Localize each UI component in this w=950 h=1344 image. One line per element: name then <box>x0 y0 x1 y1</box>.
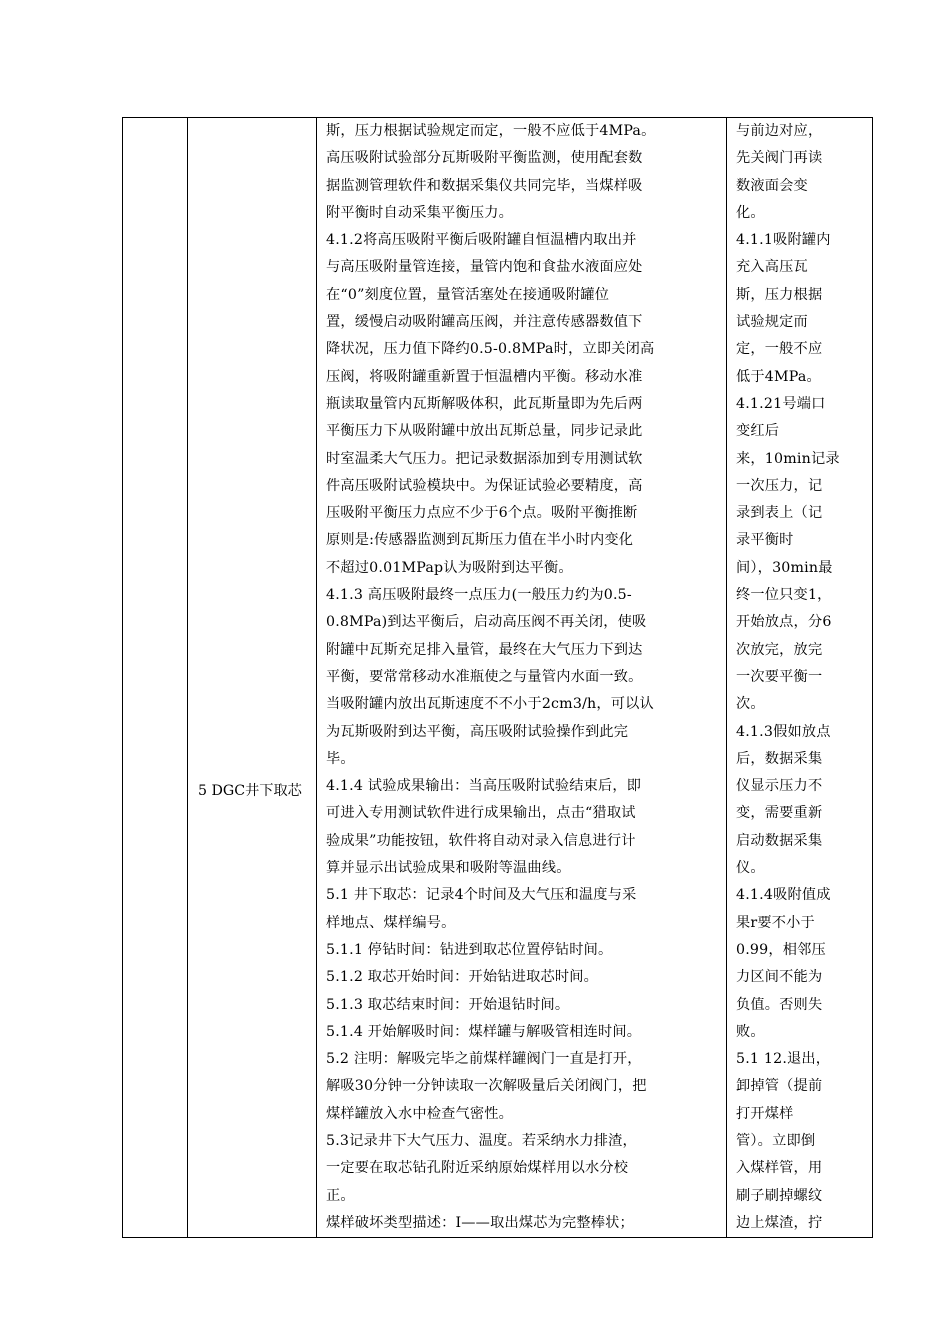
procedure-line: 斯，压力根据试验规定而定，一般不应低于4MPa。 <box>326 123 656 139</box>
note-line: 间），30min最 <box>736 559 833 576</box>
note-line: 仪。 <box>736 860 765 877</box>
procedure-line: 5.1.3 取芯结束时间：开始退钻时间。 <box>326 996 570 1013</box>
note-line: 试验规定而 <box>736 314 808 331</box>
note-line: 卸掉管（提前 <box>736 1078 823 1095</box>
note-line: 终一位只变1， <box>736 587 832 604</box>
note-line: 数液面会变 <box>736 177 808 194</box>
note-line: 启动数据采集 <box>736 832 823 849</box>
note-line: 一次要平衡一 <box>736 668 823 685</box>
note-line: 打开煤样 <box>736 1105 794 1122</box>
procedure-line: 件高压吸附试验模块中。为保证试验必要精度，高 <box>326 477 643 494</box>
note-line: 4.1.4吸附值成 <box>736 887 831 904</box>
note-line: 充入高压瓦 <box>736 259 808 276</box>
note-line: 变，需要重新 <box>736 805 823 822</box>
procedure-line: 5.3记录井下大气压力、温度。若采纳水力排渣， <box>326 1132 637 1149</box>
procedure-line: 附平衡时自动采集平衡压力。 <box>326 204 514 221</box>
note-line: 录到表上（记 <box>736 505 823 522</box>
section-cell <box>188 118 317 1238</box>
procedure-line: 正。 <box>326 1187 355 1204</box>
note-line: 仪显示压力不 <box>736 778 823 795</box>
note-line: 定，一般不应 <box>736 341 823 358</box>
note-line: 一次压力，记 <box>736 477 823 494</box>
procedure-line: 可进入专用测试软件进行成果输出，点击“猎取试 <box>326 805 636 822</box>
procedure-line: 4.1.4 试验成果输出：当高压吸附试验结束后，即 <box>326 778 642 795</box>
procedure-line: 原则是:传感器监测到瓦斯压力值在半小时内变化 <box>326 532 634 549</box>
procedure-line: 煤样破坏类型描述：Ⅰ——取出煤芯为完整棒状； <box>326 1214 634 1231</box>
notes-cell <box>727 118 873 1238</box>
note-line: 刷子刷掉螺纹 <box>736 1187 823 1204</box>
note-line: 录平衡时 <box>736 532 794 549</box>
procedure-line: 瓶读取量管内瓦斯解吸体积，此瓦斯量即为先后两 <box>326 395 643 412</box>
procedure-line: 毕。 <box>326 750 355 767</box>
note-line: 入煤样管，用 <box>736 1160 823 1177</box>
procedure-line: 算并显示出试验成果和吸附等温曲线。 <box>326 860 571 877</box>
procedure-line: 5.1.1 停钻时间：钻进到取芯位置停钻时间。 <box>326 941 613 958</box>
note-line: 斯，压力根据 <box>736 286 823 303</box>
procedure-line: 样地点、煤样编号。 <box>326 914 456 931</box>
procedure-line: 置，缓慢启动吸附罐高压阀，并注意传感器数值下 <box>326 314 643 331</box>
procedure-line: 解吸30分钟一分钟读取一次解吸量后关闭阀门，把 <box>326 1078 647 1095</box>
note-line: 来，10min记录 <box>736 450 840 467</box>
note-line: 次放完，放完 <box>736 641 823 658</box>
note-line: 化。 <box>736 204 765 221</box>
note-line: 5.1 12.退出， <box>736 1051 831 1068</box>
note-line: 果r要不小于 <box>736 914 815 931</box>
note-line: 开始放点，分6 <box>736 614 832 631</box>
procedure-line: 压阀，将吸附罐重新置于恒温槽内平衡。移动水准 <box>326 368 643 385</box>
procedure-line: 压吸附平衡压力点应不少于6个点。吸附平衡推断 <box>326 505 638 522</box>
note-line: 与前边对应， <box>736 123 823 139</box>
procedure-line: 在“0”刻度位置，量管活塞处在接通吸附罐位 <box>326 286 610 303</box>
note-line: 4.1.1吸附罐内 <box>736 232 831 249</box>
procedure-line: 0.8MPa)到达平衡后，启动高压阀不再关闭，使吸 <box>326 614 647 631</box>
note-line: 败。 <box>736 1023 765 1040</box>
procedure-table <box>122 117 873 1238</box>
notes-text <box>736 118 868 1237</box>
note-line: 管）。立即倒 <box>736 1132 816 1149</box>
blank-index-cell <box>123 118 188 1238</box>
procedure-cell <box>317 118 727 1238</box>
procedure-line: 当吸附罐内放出瓦斯速度不不小于2cm3/h，可以认 <box>326 696 654 713</box>
note-line: 边上煤渣，拧 <box>736 1214 823 1231</box>
procedure-line: 平衡，要常常移动水准瓶使之与量管内水面一致。 <box>326 668 643 685</box>
procedure-line: 5.2 注明：解吸完毕之前煤样罐阀门一直是打开， <box>326 1051 642 1068</box>
section-label: 5 DGC井下取芯 <box>198 783 302 800</box>
procedure-line: 5.1.4 开始解吸时间：煤样罐与解吸管相连时间。 <box>326 1023 642 1040</box>
procedure-line: 附罐中瓦斯充足排入量管，最终在大气压力下到达 <box>326 641 643 658</box>
procedure-line: 4.1.2将高压吸附平衡后吸附罐自恒温槽内取出并 <box>326 232 637 249</box>
note-line: 次。 <box>736 696 765 713</box>
note-line: 4.1.3假如放点 <box>736 723 831 740</box>
note-line: 低于4MPa。 <box>736 368 821 385</box>
note-line: 力区间不能为 <box>736 969 823 986</box>
note-line: 4.1.21号端口 <box>736 395 826 412</box>
note-line: 负值。否则失 <box>736 996 823 1013</box>
procedure-line: 验成果”功能按钮，软件将自动对录入信息进行计 <box>326 832 636 849</box>
table-row <box>123 118 873 1238</box>
note-line: 后，数据采集 <box>736 750 823 767</box>
procedure-line: 一定要在取芯钻孔附近采纳原始煤样用以水分校 <box>326 1160 629 1177</box>
procedure-line: 与高压吸附量管连接，量管内饱和食盐水液面应处 <box>326 259 643 276</box>
note-line: 0.99，相邻压 <box>736 941 826 958</box>
procedure-line: 降状况，压力值下降约0.5-0.8MPa时，立即关闭高 <box>326 341 655 358</box>
procedure-line: 高压吸附试验部分瓦斯吸附平衡监测，使用配套数 <box>326 150 643 167</box>
procedure-line: 不超过0.01MPap认为吸附到达平衡。 <box>326 559 573 576</box>
procedure-line: 据监测管理软件和数据采集仪共同完毕，当煤样吸 <box>326 177 643 194</box>
note-line: 先关阀门再读 <box>736 150 823 167</box>
procedure-line: 4.1.3 高压吸附最终一点压力(一般压力约为0.5- <box>326 587 632 604</box>
procedure-line: 煤样罐放入水中检查气密性。 <box>326 1105 514 1122</box>
note-line: 变红后 <box>736 423 780 440</box>
procedure-line: 5.1.2 取芯开始时间：开始钻进取芯时间。 <box>326 969 599 986</box>
procedure-text <box>326 118 720 1237</box>
procedure-line: 5.1 井下取芯：记录4个时间及大气压和温度与采 <box>326 887 637 904</box>
procedure-line: 时室温柔大气压力。把记录数据添加到专用测试软 <box>326 450 643 467</box>
procedure-line: 平衡压力下从吸附罐中放出瓦斯总量，同步记录此 <box>326 423 643 440</box>
procedure-line: 为瓦斯吸附到达平衡，高压吸附试验操作到此完 <box>326 723 629 740</box>
